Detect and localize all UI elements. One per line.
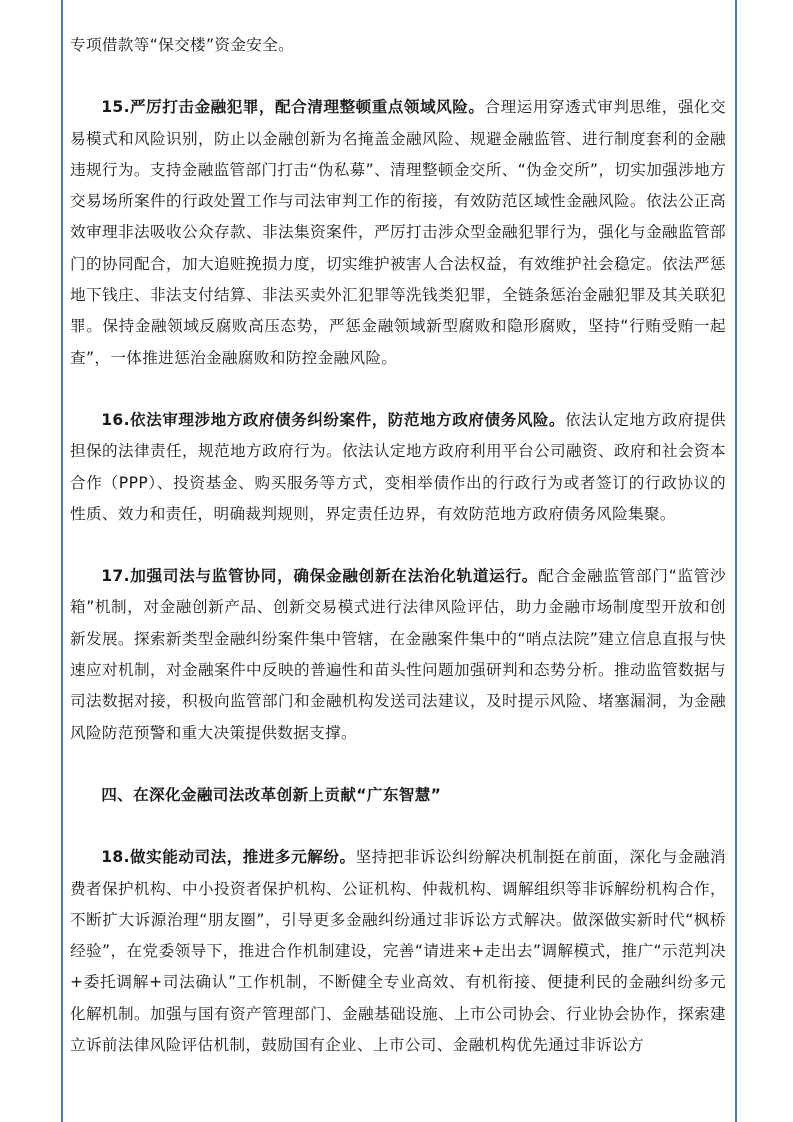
- item-15-body: 合理运用穿透式审判思维，强化交易模式和风险识别，防止以金融创新为名掩盖金融风险、规避金融监管、进行制度套利的金融违规行为。支持金融监管部门打击“伪私募”、清理整顿金交所、“伪金交所”，切实加强涉地方交易场所案件的行政处置工作与司法审判工作的衔接，有效防范区域性金融风险。依法公正高效审理非法吸收公众存款、非法集资案件，严厉打击涉众型金融犯罪行为，强化与金融监管部门的协同配合，加大追赃挽损力度，切实维护被害人合法权益，有效维护社会稳定。依法严惩地下钱庄、非法支付结算、非法买卖外汇犯罪等洗钱类犯罪，全链条惩治金融犯罪及其关联犯罪。保持金融领域反腐败高压态势，严惩金融领域新型腐败和隐形腐败，坚持“行贿受贿一起查”，一体推进惩治金融腐败和防控金融风险。: [70, 98, 726, 367]
- item-16-paragraph: [70, 405, 726, 530]
- item-16-body: 依法认定地方政府提供担保的法律责任，规范地方政府行为。依法认定地方政府利用平台公司融资、政府和社会资本合作（PPP）、投资基金、购买服务等方式，变相举债作出的行政行为或者签订的行政协议的性质、效力和责任，明确裁判规则，界定责任边界，有效防范地方政府债务风险集聚。: [70, 410, 726, 523]
- item-16-lead: 16.依法审理涉地方政府债务纠纷案件，防范地方政府债务风险。: [101, 410, 566, 429]
- section-heading: 四、在深化金融司法改革创新上贡献“广东智慧”: [101, 785, 442, 804]
- item-15-paragraph: [70, 92, 726, 374]
- item-18-paragraph: [70, 842, 726, 1061]
- item-18-lead: 18.做实能动司法，推进多元解纷。: [101, 848, 356, 867]
- right-border-rule: [735, 0, 737, 1122]
- item-17-body: 配合金融监管部门“监管沙箱”机制，对金融创新产品、创新交易模式进行法律风险评估，助力金融市场制度型开放和创新发展。探索新类型金融纠纷案件集中管辖，在金融案件集中的“哨点法院”建立信息直报与快速应对机制，对金融案件中反映的普遍性和苗头性问题加强研判和态势分析。推动监管数据与司法数据对接，积极向监管部门和金融机构发送司法建议，及时提示风险、堵塞漏洞，为金融风险防范预警和重大决策提供数据支撑。: [70, 567, 726, 742]
- item-18-body: 坚持把非诉讼纠纷解决机制挺在前面，深化与金融消费者保护机构、中小投资者保护机构、公证机构、仲裁机构、调解组织等非诉解纷机构合作，不断扩大诉源治理“朋友圈”，引导更多金融纠纷通过非诉讼方式解决。做深做实新时代“枫桥经验”，在党委领导下，推进合作机制建设，完善“请进来+走出去”调解模式，推广“示范判决+委托调解+司法确认”工作机制，不断健全专业高效、有机衔接、便捷利民的金融纠纷多元化解机制。加强与国有资产管理部门、金融基础设施、上市公司协会、行业协会协作，探索建立诉前法律风险评估机制，鼓励国有企业、上市公司、金融机构优先通过非诉讼方: [70, 848, 726, 1055]
- item-17-lead: 17.加强司法与监管协同，确保金融创新在法治化轨道运行。: [101, 567, 539, 586]
- left-border-rule: [61, 0, 63, 1122]
- item-17-paragraph: [70, 561, 726, 749]
- item-15-lead: 15.严厉打击金融犯罪，配合清理整顿重点领域风险。: [101, 98, 485, 117]
- document-body: [70, 30, 726, 1092]
- intro-tail-paragraph: 专项借款等“保交楼”资金安全。: [70, 36, 295, 54]
